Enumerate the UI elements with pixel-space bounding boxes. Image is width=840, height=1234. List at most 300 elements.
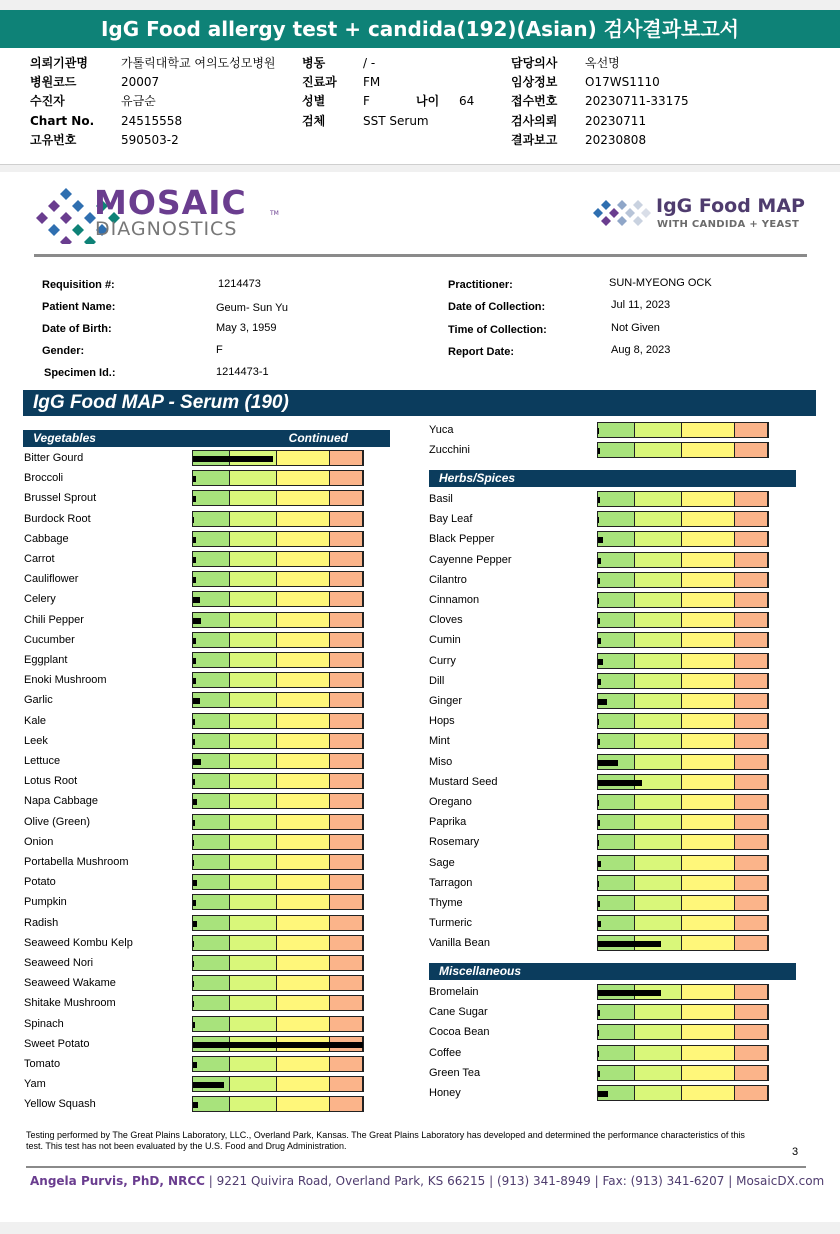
- scale-zone-1: [193, 734, 230, 748]
- scale-zone-3: [682, 654, 735, 668]
- reactivity-bar: [193, 961, 194, 967]
- food-row: [24, 834, 364, 850]
- reactivity-bar: [193, 880, 197, 886]
- reactivity-scale: [597, 592, 769, 608]
- reactivity-bar: [598, 638, 601, 644]
- food-name: Black Pepper: [429, 533, 495, 546]
- food-name: Cocoa Bean: [429, 1026, 490, 1039]
- scale-zone-1: [598, 916, 635, 930]
- reactivity-bar: [193, 981, 194, 987]
- reactivity-bar: [598, 921, 601, 927]
- scale-zone-2: [635, 1066, 682, 1080]
- scale-zone-4: [330, 1097, 363, 1111]
- reactivity-bar: [598, 517, 599, 523]
- reactivity-bar: [598, 659, 603, 665]
- reactivity-scale: [192, 975, 364, 991]
- reactivity-bar: [193, 921, 197, 927]
- reactivity-bar: [193, 1022, 195, 1028]
- scale-zone-1: [598, 815, 635, 829]
- scale-zone-2: [230, 794, 277, 808]
- food-name: Mint: [429, 735, 450, 748]
- reactivity-bar: [598, 739, 600, 745]
- food-row: [429, 552, 769, 568]
- scale-zone-3: [682, 876, 735, 890]
- scale-zone-2: [635, 916, 682, 930]
- reactivity-bar: [193, 1062, 197, 1068]
- food-name: Celery: [24, 593, 56, 606]
- food-name: Seaweed Wakame: [24, 977, 116, 990]
- reactivity-bar: [193, 799, 197, 805]
- reactivity-scale: [597, 1065, 769, 1081]
- food-row: [429, 632, 769, 648]
- scale-zone-4: [330, 1057, 363, 1071]
- scale-zone-4: [330, 774, 363, 788]
- scale-zone-4: [735, 985, 768, 999]
- scale-zone-4: [735, 553, 768, 567]
- reactivity-bar: [193, 1042, 363, 1048]
- food-name: Burdock Root: [24, 512, 91, 525]
- scale-zone-2: [230, 875, 277, 889]
- food-row: [429, 442, 769, 458]
- food-name: Zucchini: [429, 444, 470, 457]
- scale-zone-1: [193, 895, 230, 909]
- scale-zone-3: [277, 592, 330, 606]
- reactivity-scale: [192, 450, 364, 466]
- scale-zone-1: [193, 653, 230, 667]
- scale-zone-2: [230, 1017, 277, 1031]
- scale-zone-1: [598, 654, 635, 668]
- reactivity-bar: [598, 1030, 599, 1036]
- patient-info-label: Time of Collection:: [448, 324, 547, 336]
- scale-zone-3: [277, 1057, 330, 1071]
- food-name: Eggplant: [24, 654, 68, 666]
- patient-info-value: 1214473-1: [216, 366, 269, 378]
- food-name: Seaweed Nori: [24, 957, 94, 969]
- food-name: Olive (Green): [24, 815, 91, 828]
- reactivity-bar: [598, 800, 599, 806]
- scale-zone-4: [735, 1005, 768, 1019]
- scale-zone-1: [598, 674, 635, 688]
- scale-zone-4: [330, 572, 363, 586]
- kr-label: 고유번호: [30, 133, 77, 147]
- kr-value: 20230808: [585, 133, 647, 147]
- scale-zone-1: [193, 572, 230, 586]
- reactivity-scale: [192, 955, 364, 971]
- igg-food-map-subtitle: WITH CANDIDA + YEAST: [657, 219, 800, 230]
- scale-zone-1: [193, 996, 230, 1010]
- scale-zone-2: [230, 996, 277, 1010]
- scale-zone-4: [735, 896, 768, 910]
- food-row: [429, 1085, 769, 1101]
- scale-zone-3: [277, 471, 330, 485]
- scale-zone-2: [635, 835, 682, 849]
- scale-zone-2: [635, 423, 682, 437]
- scale-zone-4: [330, 633, 363, 647]
- scale-zone-4: [330, 835, 363, 849]
- reactivity-scale: [192, 612, 364, 628]
- scale-zone-4: [735, 916, 768, 930]
- scale-zone-3: [277, 956, 330, 970]
- reactivity-bar: [598, 618, 600, 624]
- kr-value: SST Serum: [363, 114, 429, 128]
- scale-zone-4: [330, 916, 363, 930]
- food-name: Garlic: [24, 694, 53, 707]
- scale-zone-2: [635, 1046, 682, 1060]
- food-row: [24, 632, 364, 648]
- food-row: [429, 673, 769, 689]
- scale-zone-4: [735, 1025, 768, 1039]
- food-name: Turmeric: [429, 917, 472, 930]
- food-row: [24, 571, 364, 587]
- kr-value: 20007: [121, 75, 160, 89]
- scale-zone-4: [330, 512, 363, 526]
- reactivity-scale: [597, 653, 769, 669]
- food-name: Cilantro: [429, 573, 467, 586]
- food-row: [24, 753, 364, 769]
- kr-label: 의뢰기관명: [30, 56, 88, 70]
- scale-zone-1: [193, 714, 230, 728]
- patient-info-value: Geum- Sun Yu: [216, 302, 288, 314]
- scale-zone-3: [277, 855, 330, 869]
- kr-label: 담당의사: [511, 56, 558, 70]
- reactivity-scale: [192, 935, 364, 951]
- food-name: Cumin: [429, 634, 461, 647]
- scale-zone-3: [682, 512, 735, 526]
- food-name: Dill: [429, 674, 445, 687]
- scale-zone-4: [330, 714, 363, 728]
- scale-zone-2: [230, 572, 277, 586]
- scale-zone-2: [230, 653, 277, 667]
- reactivity-bar: [193, 1082, 224, 1088]
- scale-zone-1: [193, 491, 230, 505]
- header-divider: [34, 254, 807, 257]
- food-name: Lettuce: [24, 755, 61, 767]
- food-row: [429, 491, 769, 507]
- category-label: Vegetables: [33, 431, 96, 445]
- food-name: Thyme: [429, 897, 463, 909]
- scale-zone-3: [682, 896, 735, 910]
- category-continued-label: Continued: [288, 431, 348, 445]
- scale-zone-1: [598, 876, 635, 890]
- reactivity-scale: [192, 490, 364, 506]
- scale-zone-2: [230, 815, 277, 829]
- scale-zone-2: [635, 876, 682, 890]
- food-row: [429, 875, 769, 891]
- patient-info-value: SUN-MYEONG OCK: [609, 277, 712, 289]
- scale-zone-4: [330, 794, 363, 808]
- logo-diagnostics-word: DIAGNOSTICS: [95, 218, 238, 240]
- food-name: Leek: [24, 734, 48, 747]
- reactivity-scale: [597, 491, 769, 507]
- scale-zone-1: [193, 512, 230, 526]
- food-name: Onion: [24, 835, 54, 848]
- reactivity-bar: [193, 658, 196, 664]
- patient-info-value: May 3, 1959: [216, 322, 277, 334]
- food-row: [24, 733, 364, 749]
- scale-zone-3: [277, 693, 330, 707]
- food-row: [24, 1096, 364, 1112]
- food-name: Cayenne Pepper: [429, 553, 512, 566]
- scale-zone-4: [735, 654, 768, 668]
- patient-info-value: Jul 11, 2023: [611, 299, 671, 311]
- food-row: [24, 450, 364, 466]
- food-name: Oregano: [429, 796, 472, 808]
- scale-zone-4: [330, 855, 363, 869]
- scale-zone-4: [330, 815, 363, 829]
- patient-info-label: Gender:: [42, 345, 85, 357]
- scale-zone-4: [330, 734, 363, 748]
- reactivity-bar: [598, 679, 601, 685]
- reactivity-scale: [192, 531, 364, 547]
- category-header-herbs-spices: [429, 470, 796, 487]
- food-name: Cinnamon: [429, 594, 480, 606]
- scale-zone-3: [277, 572, 330, 586]
- reactivity-scale: [192, 652, 364, 668]
- scale-zone-2: [230, 1057, 277, 1071]
- scale-zone-3: [277, 916, 330, 930]
- scale-zone-4: [735, 876, 768, 890]
- kr-value: F: [363, 94, 370, 108]
- reactivity-bar: [598, 1010, 600, 1016]
- scale-zone-2: [230, 936, 277, 950]
- scale-zone-1: [193, 774, 230, 788]
- food-row: [24, 551, 364, 567]
- reactivity-scale: [192, 632, 364, 648]
- food-name: Cauliflower: [24, 573, 79, 586]
- patient-info-value: Aug 8, 2023: [611, 344, 671, 356]
- kr-label: 병원코드: [30, 75, 77, 89]
- scale-zone-4: [330, 613, 363, 627]
- food-row: [24, 854, 364, 870]
- scale-zone-4: [330, 956, 363, 970]
- reactivity-bar: [598, 448, 600, 454]
- scale-zone-3: [682, 755, 735, 769]
- scale-zone-3: [682, 443, 735, 457]
- food-row: [24, 894, 364, 910]
- reactivity-scale: [192, 511, 364, 527]
- category-header-miscellaneous: [429, 963, 796, 980]
- reactivity-bar: [193, 557, 196, 563]
- scale-zone-3: [277, 552, 330, 566]
- scale-zone-4: [735, 815, 768, 829]
- scale-zone-4: [735, 512, 768, 526]
- food-name: Green Tea: [429, 1066, 481, 1079]
- food-row: [429, 895, 769, 911]
- food-name: Tarragon: [429, 876, 473, 889]
- reactivity-scale: [597, 632, 769, 648]
- food-name: Pumpkin: [24, 896, 67, 909]
- scale-zone-3: [682, 1005, 735, 1019]
- reactivity-scale: [597, 1024, 769, 1040]
- food-name: Enoki Mushroom: [24, 674, 107, 687]
- scale-zone-2: [230, 734, 277, 748]
- scale-zone-4: [735, 423, 768, 437]
- reactivity-scale: [597, 713, 769, 729]
- food-row: [429, 1004, 769, 1020]
- scale-zone-2: [230, 754, 277, 768]
- scale-zone-2: [635, 633, 682, 647]
- scale-zone-4: [330, 532, 363, 546]
- kr-value: 옥선명: [585, 56, 620, 70]
- scale-zone-1: [193, 956, 230, 970]
- scale-zone-3: [277, 451, 330, 465]
- scale-zone-2: [230, 895, 277, 909]
- scale-zone-1: [598, 1025, 635, 1039]
- scale-zone-2: [230, 512, 277, 526]
- scale-zone-2: [230, 592, 277, 606]
- reactivity-bar: [598, 699, 607, 705]
- patient-info-label: Date of Collection:: [448, 301, 546, 313]
- scale-zone-3: [277, 491, 330, 505]
- reactivity-bar: [598, 941, 661, 947]
- reactivity-bar: [598, 578, 600, 584]
- reactivity-bar: [193, 820, 195, 826]
- scale-zone-3: [682, 1046, 735, 1060]
- scale-zone-3: [682, 633, 735, 647]
- food-name: Yam: [24, 1078, 46, 1091]
- reactivity-bar: [193, 597, 200, 603]
- scale-zone-1: [193, 976, 230, 990]
- food-row: [429, 1045, 769, 1061]
- scale-zone-4: [735, 1066, 768, 1080]
- scale-zone-1: [598, 856, 635, 870]
- report-title: IgG Food allergy test + candida(192)(Asian) 검사결과보고서: [0, 10, 840, 48]
- kr-label: 성별: [302, 94, 326, 108]
- food-row: [24, 672, 364, 688]
- scale-zone-3: [277, 754, 330, 768]
- category-label: Miscellaneous: [439, 964, 522, 978]
- reactivity-scale: [192, 814, 364, 830]
- food-name: Portabella Mushroom: [24, 856, 129, 868]
- scale-zone-2: [635, 896, 682, 910]
- scale-zone-4: [330, 1077, 363, 1091]
- scale-zone-1: [598, 443, 635, 457]
- food-row: [429, 834, 769, 850]
- scale-zone-4: [735, 714, 768, 728]
- reactivity-bar: [193, 1102, 198, 1108]
- kr-value: 24515558: [121, 114, 183, 128]
- reactivity-bar: [598, 840, 599, 846]
- reactivity-scale: [192, 692, 364, 708]
- scale-zone-1: [598, 896, 635, 910]
- scale-zone-3: [682, 573, 735, 587]
- food-name: Cabbage: [24, 532, 69, 545]
- scale-zone-1: [598, 613, 635, 627]
- reactivity-bar: [598, 990, 661, 996]
- food-name: Seaweed Kombu Kelp: [24, 936, 133, 949]
- reactivity-bar: [193, 860, 194, 866]
- food-row: [24, 1076, 364, 1092]
- kr-label: 병동: [302, 56, 326, 70]
- scale-zone-2: [230, 835, 277, 849]
- scale-zone-1: [598, 633, 635, 647]
- reactivity-scale: [597, 915, 769, 931]
- scale-zone-2: [635, 443, 682, 457]
- food-row: [429, 422, 769, 438]
- food-name: Mustard Seed: [429, 775, 498, 788]
- reactivity-scale: [192, 551, 364, 567]
- reactivity-scale: [597, 733, 769, 749]
- reactivity-scale: [597, 895, 769, 911]
- food-name: Tomato: [24, 1058, 61, 1070]
- scale-zone-2: [230, 774, 277, 788]
- reactivity-scale: [597, 1085, 769, 1101]
- reactivity-scale: [192, 571, 364, 587]
- reactivity-scale: [192, 915, 364, 931]
- kr-value: FM: [363, 75, 381, 89]
- food-row: [24, 511, 364, 527]
- kr-age-value: 64: [459, 94, 475, 108]
- reactivity-bar: [598, 497, 600, 503]
- scale-zone-4: [330, 754, 363, 768]
- food-row: [24, 470, 364, 486]
- scale-zone-4: [735, 936, 768, 950]
- scale-zone-4: [735, 674, 768, 688]
- reactivity-bar: [193, 456, 273, 462]
- scale-zone-3: [277, 936, 330, 950]
- scale-zone-2: [230, 471, 277, 485]
- scale-zone-1: [598, 532, 635, 546]
- food-name: Carrot: [24, 553, 55, 565]
- reactivity-scale: [597, 754, 769, 770]
- food-name: Miso: [429, 755, 453, 768]
- category-label: Herbs/Spices: [439, 471, 516, 485]
- kr-age-label: 나이: [416, 94, 440, 108]
- reactivity-bar: [193, 496, 196, 502]
- scale-zone-1: [598, 714, 635, 728]
- food-row: [24, 935, 364, 951]
- scale-zone-3: [682, 492, 735, 506]
- scale-zone-4: [735, 443, 768, 457]
- reactivity-scale: [192, 1036, 364, 1052]
- scale-zone-4: [330, 875, 363, 889]
- reactivity-bar: [193, 840, 194, 846]
- food-row: [429, 531, 769, 547]
- scale-zone-2: [635, 1005, 682, 1019]
- logo-trademark: TM: [270, 210, 279, 217]
- scale-zone-2: [635, 573, 682, 587]
- reactivity-scale: [597, 531, 769, 547]
- scale-zone-3: [277, 815, 330, 829]
- reactivity-bar: [598, 780, 642, 786]
- food-row: [429, 653, 769, 669]
- scale-zone-3: [277, 875, 330, 889]
- kr-label: Chart No.: [30, 114, 95, 128]
- reactivity-bar: [193, 739, 195, 745]
- scale-zone-2: [230, 855, 277, 869]
- scale-zone-3: [682, 593, 735, 607]
- reactivity-scale: [597, 1045, 769, 1061]
- scale-zone-4: [330, 693, 363, 707]
- food-name: Potato: [24, 876, 56, 889]
- reactivity-scale: [192, 995, 364, 1011]
- scale-zone-4: [330, 451, 363, 465]
- scale-zone-4: [735, 835, 768, 849]
- scale-zone-3: [277, 1077, 330, 1091]
- food-name: Napa Cabbage: [24, 795, 99, 808]
- scale-zone-3: [682, 423, 735, 437]
- scale-zone-1: [193, 794, 230, 808]
- food-row: [24, 612, 364, 628]
- scale-zone-4: [735, 755, 768, 769]
- scale-zone-3: [682, 694, 735, 708]
- patient-info-label: Practitioner:: [448, 279, 513, 291]
- reactivity-bar: [193, 779, 195, 785]
- reactivity-scale: [192, 733, 364, 749]
- scale-zone-3: [682, 985, 735, 999]
- reactivity-scale: [192, 854, 364, 870]
- food-row: [429, 855, 769, 871]
